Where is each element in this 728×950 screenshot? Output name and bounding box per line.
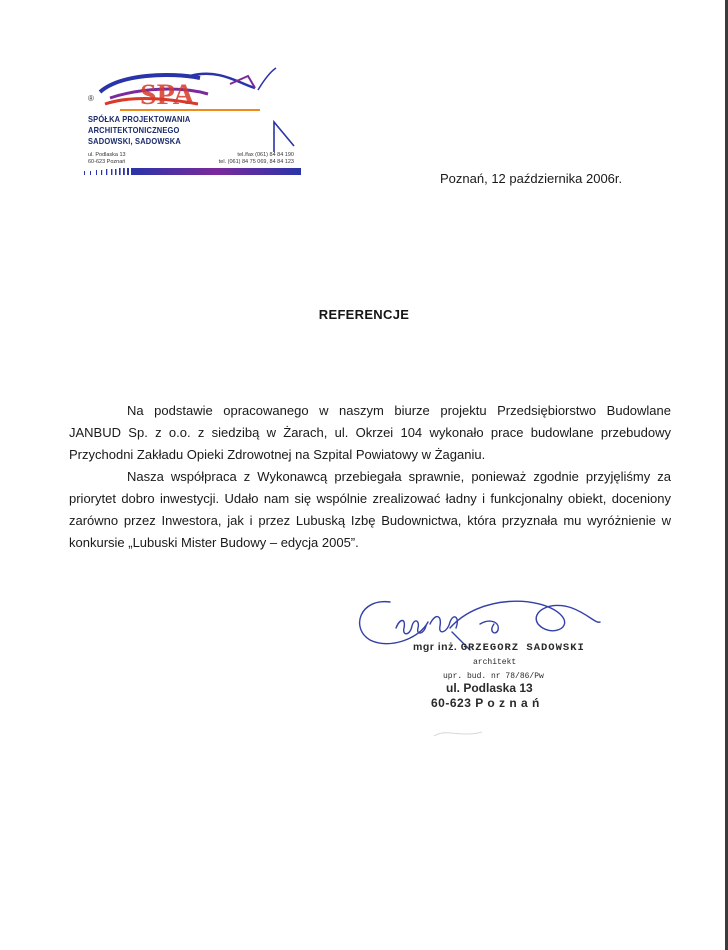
stamp-license: upr. bud. nr 78/86/Pw <box>443 672 544 681</box>
company-name <box>88 114 255 147</box>
company-phone-extra: tel. (061) 84 75 069, 84 84 123 <box>218 159 294 165</box>
letter-body <box>69 400 671 554</box>
company-phone-fax: tel./fax (061) 84 84 190 <box>237 152 294 158</box>
company-address-street: ul. Podlaska 13 <box>88 152 126 158</box>
company-address <box>88 152 126 166</box>
signatory-title: mgr inż. <box>413 641 458 653</box>
stamp-city: 60-623 P o z n a ń <box>431 696 540 710</box>
letter-title: REFERENCJE <box>318 307 410 322</box>
company-address-city: 60-623 Poznań <box>88 159 126 165</box>
body-paragraph-2: Nasza współpraca z Wykonawcą przebiegała sprawnie, ponieważ zgodnie przyjęliśmy za priorytet dobro inwestycji. Udało nam się wspólnie zrealizować ładny i funkcjonalny obiekt, doceniony zarówno przez Inwestora, jak i przez Lubuską Izbę Budownictwa, która przyznała mu wyróżnienie w konkursie „Lubuski Mister Budowy – edycja 2005”. <box>69 469 671 550</box>
registered-mark: ® <box>88 94 94 103</box>
stamp-street: ul. Podlaska 13 <box>446 681 533 695</box>
company-letterhead <box>80 64 305 184</box>
letterhead-corner-mark <box>270 116 300 156</box>
signatory-fullname: GRZEGORZ SADOWSKI <box>460 642 585 654</box>
company-name-line2: SADOWSKI, SADOWSKA <box>88 136 181 146</box>
faint-pencil-mark <box>430 722 490 742</box>
signatory-name <box>413 641 585 654</box>
letter-date: Poznań, 12 października 2006r. <box>440 171 623 186</box>
company-phones <box>202 152 294 166</box>
body-paragraph-1: Na podstawie opracowanego w naszym biurze projektu Przedsiębiorstwo Budowlane JANBUD Sp. z o.o. z siedzibą w Żarach, ul. Okrzei 104 wykonało prace budowlane przebudowy Przychodni Zakładu Opieki Zdrowotnej na Szpital Powiatowy w Żaganiu. <box>69 403 671 462</box>
company-name-line1: SPÓŁKA PROJEKTOWANIA ARCHITEKTONICZNEGO <box>88 114 191 135</box>
svg-text:SPA: SPA <box>140 78 195 111</box>
stamp-profession: architekt <box>473 658 517 667</box>
letterhead-gradient-bar <box>82 168 304 178</box>
